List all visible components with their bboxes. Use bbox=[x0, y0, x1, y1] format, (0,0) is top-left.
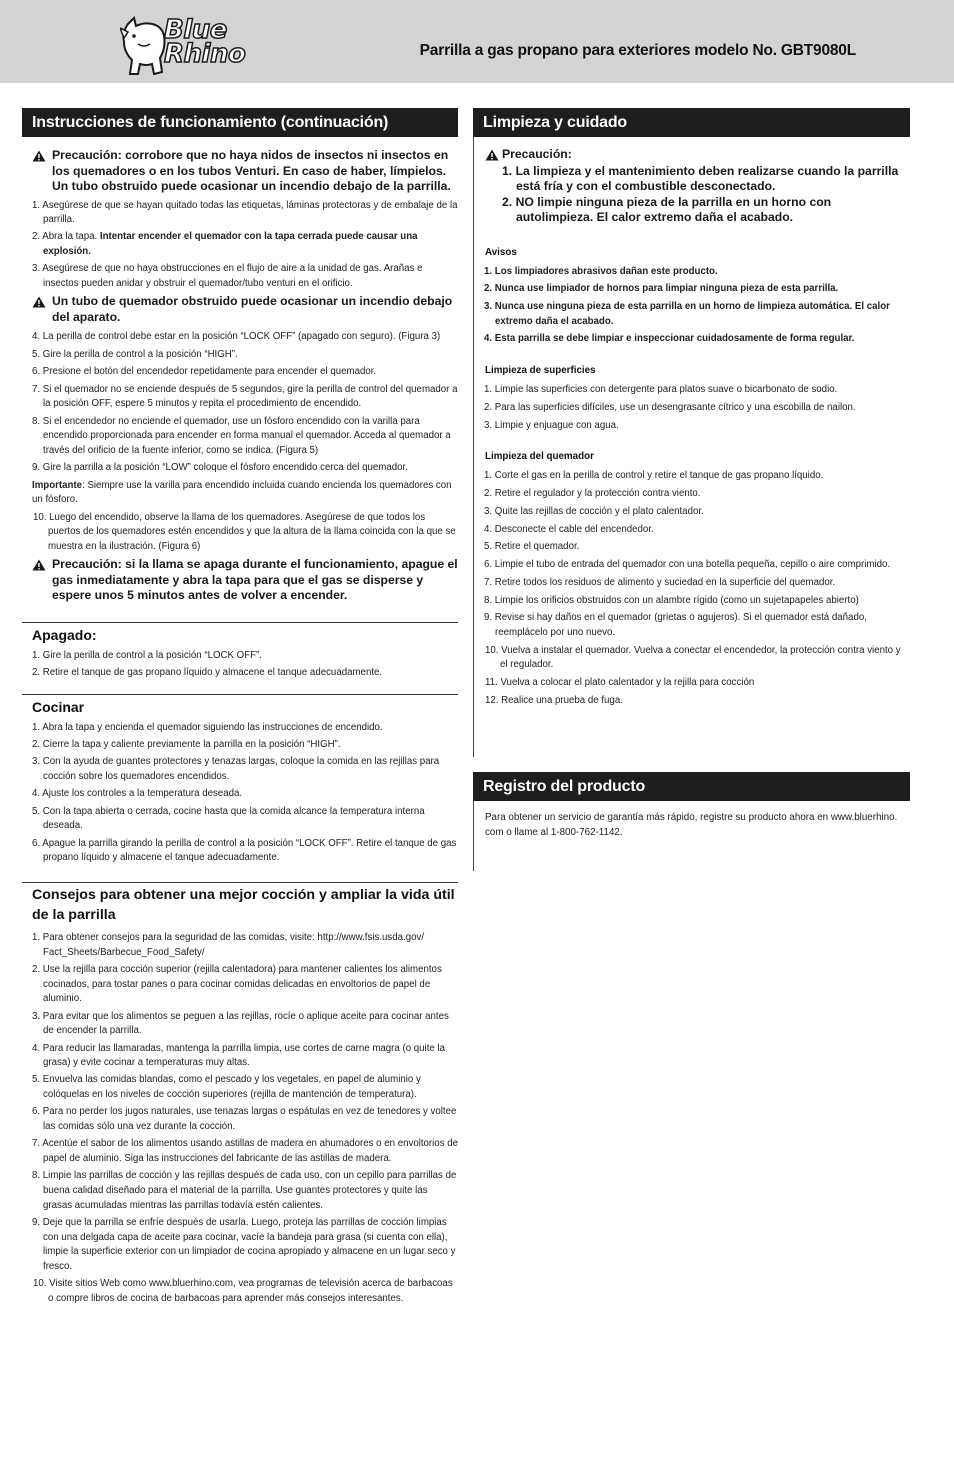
list-text: NO limpie ninguna pieza de la parrilla en un horno con autolimpieza. El calor extremo daña el acabado. bbox=[515, 194, 832, 224]
left-column bbox=[22, 108, 458, 1309]
registro-content bbox=[473, 801, 910, 871]
list-number: 5. bbox=[32, 805, 41, 817]
list-text: Limpie las parrillas de cocción y las rejillas después de cada uso, con un cepillo para parrillas de buena calidad diseñado para el material de la parrilla. Use guantes protectores y quite las grasas acumuladas mientras las parrillas todavía estén calientes. bbox=[42, 1170, 457, 1211]
list-number: 3. bbox=[484, 419, 493, 431]
quemador-item bbox=[474, 576, 910, 591]
step-item bbox=[22, 415, 458, 459]
warning-flame-out: Precaución: si la llama se apaga durante el funcionamiento, apague el gas inmediatamente y abra la tapa para que el gas se disperse y espere unos 5 minutos antes de volver a encender. bbox=[22, 557, 458, 604]
consejo-item bbox=[22, 1010, 458, 1039]
list-text: Corte el gas en la perilla de control y retire el tanque de gas propano líquido. bbox=[494, 470, 824, 482]
list-number: 11. bbox=[485, 677, 498, 689]
list-text: Abra la tapa y encienda el quemador siguiendo las instrucciones de encendido. bbox=[42, 721, 383, 733]
step-10: 10. Luego del encendido, observe la llama de los quemadores. Asegúrese de que todos los puertos de los quemadores estén encendidos y que la altura de la llama coincida con la que se muestra en la ilustración. (Figura 6) bbox=[33, 511, 456, 552]
list-text: Limpie las superficies con detergente para platos suave o bicarbonato de sodio. bbox=[494, 384, 838, 396]
list-text: Limpie y enjuague con agua. bbox=[494, 419, 619, 431]
list-number: 7. bbox=[32, 383, 41, 395]
list-number: 2. bbox=[484, 401, 493, 413]
subheading-avisos: Avisos bbox=[485, 246, 517, 258]
limpieza-content bbox=[473, 137, 910, 757]
steps-list-b bbox=[22, 330, 458, 475]
step-item bbox=[22, 199, 458, 228]
list-number: 4. bbox=[484, 333, 493, 345]
cocinar-item bbox=[22, 721, 458, 736]
precaucion-item bbox=[474, 164, 910, 195]
precaucion-item bbox=[474, 195, 910, 226]
quemador-item bbox=[474, 469, 910, 484]
consejos-list bbox=[22, 931, 458, 1306]
list-text: Envuelva las comidas blandas, como el pescado y los vegetales, en papel de aluminio y colóquelas en los niveles de cocción superiores (rejilla de mantención de temperatura). bbox=[42, 1074, 421, 1101]
list-text: Visite sitios Web como www.bluerhino.com, vea programas de televisión acerca de barbacoas o compre libros de cocina de barbacoas para aprender más consejos interesantes. bbox=[48, 1278, 453, 1304]
avisos-list bbox=[474, 265, 910, 348]
list-number: 3. bbox=[484, 505, 493, 517]
consejo-item bbox=[22, 1169, 458, 1213]
section-heading-instrucciones: Instrucciones de funcionamiento (continuación) bbox=[22, 108, 458, 137]
list-text: Para evitar que los alimentos se peguen a las rejillas, rocíe o aplique aceite para cocinar antes de encender la parrilla. bbox=[42, 1010, 449, 1037]
list-text: Deje que la parrilla se enfríe después de usarla. Luego, proteja las parrillas de cocción limpias con una delgada capa de aceite para cocinar, vacíe la bandeja para grasa (si cuenta con ella), limpie la superficie exterior con un limpiador de cocina apropiado y almacene en un lugar seco y fresco. bbox=[42, 1217, 456, 1272]
registro-text: Para obtener un servicio de garantía más rápido, registre su producto ahora en www.bluerhino. com o llame al 1-800-762-1142. bbox=[485, 812, 898, 838]
list-number: 6. bbox=[32, 837, 41, 849]
list-text-bold: Intentar encender el quemador con la tapa cerrada puede causar una explosión. bbox=[43, 231, 418, 258]
list-text: Esta parrilla se debe limpiar e inspeccionar cuidadosamente de forma regular. bbox=[494, 333, 855, 345]
list-text: Si el quemador no se enciende después de 5 segundos, gire la perilla de control del quemador a la posición OFF, espere 5 minutos y repita el procedimiento de encendido. bbox=[42, 383, 458, 410]
list-text: Retire todos los residuos de alimento y suciedad en la superficie del quemador. bbox=[494, 576, 836, 588]
consejo-item bbox=[22, 963, 458, 1007]
list-number: 3. bbox=[32, 1010, 41, 1022]
list-text: Desconecte el cable del encendedor. bbox=[494, 523, 654, 535]
warning-icon bbox=[32, 150, 46, 162]
cocinar-item bbox=[22, 787, 458, 802]
superficie-item bbox=[474, 401, 910, 416]
quemador-item bbox=[474, 611, 910, 640]
important-label: Importante bbox=[32, 479, 83, 491]
list-number: 2. bbox=[484, 283, 493, 295]
subheading-cocinar: Cocinar bbox=[32, 698, 85, 715]
step-item bbox=[22, 330, 458, 345]
right-column bbox=[473, 108, 910, 871]
list-number: 9. bbox=[484, 612, 493, 624]
quemador-item bbox=[474, 676, 910, 691]
cocinar-item bbox=[22, 805, 458, 834]
consejo-item bbox=[22, 1137, 458, 1166]
list-text: Acentúe el sabor de los alimentos usando astillas de madera en ahumadores o en envoltorios de papel de aluminio. Siga las instrucciones del fabricante de las astillas de madera. bbox=[42, 1138, 459, 1165]
list-number: 1. bbox=[484, 470, 493, 482]
list-number: 5. bbox=[484, 541, 493, 553]
list-text: Limpie los orificios obstruidos con un alambre rígido (como un sujetapapeles abierto) bbox=[494, 594, 859, 606]
list-number: 9. bbox=[32, 462, 41, 474]
list-number: 4. bbox=[32, 331, 41, 343]
list-number: 8. bbox=[32, 415, 41, 427]
list-number: 3. bbox=[484, 301, 493, 313]
list-number: 1. bbox=[32, 931, 41, 943]
list-text: Vuelva a instalar el quemador. Vuelva a conectar el encendedor, la protección contra viento y el regulador. bbox=[500, 644, 901, 671]
list-number: 5. bbox=[32, 348, 41, 360]
list-number: 4. bbox=[32, 788, 41, 800]
list-text: Apague la parrilla girando la perilla de control a la posición “LOCK OFF”. Retire el tanque de gas propano líquido y almacene el tanque adecuadamente. bbox=[42, 837, 457, 864]
list-text: Si el encendedor no enciende el quemador, use un fósforo encendido con la varilla para encendido proporcionada para encender en forma manual el quemador. Acceda al quemador a través del orificio de la fuente inferior, como se indica. (Figura 5) bbox=[42, 415, 451, 456]
list-number: 12. bbox=[485, 694, 499, 706]
step-item bbox=[22, 230, 458, 259]
warning-insects: Precaución: corrobore que no haya nidos de insectos ni insectos en los quemadores o en los tubos Venturi. En caso de haber, límpielos. Un tubo obstruido puede ocasionar un incendio debajo de la parrilla. bbox=[22, 148, 458, 195]
aviso-item bbox=[474, 332, 910, 347]
list-number: 3. bbox=[32, 263, 41, 275]
cocinar-item bbox=[22, 837, 458, 866]
list-number: 7. bbox=[484, 576, 493, 588]
list-text: Realice una prueba de fuga. bbox=[501, 694, 623, 706]
subheading-quemador: Limpieza del quemador bbox=[485, 451, 594, 463]
section-heading-limpieza: Limpieza y cuidado bbox=[473, 108, 910, 137]
list-text: Con la tapa abierta o cerrada, cocine hasta que la comida alcance la temperatura interna deseada. bbox=[42, 805, 425, 832]
list-text: Gire la perilla de control a la posición “LOCK OFF”. bbox=[42, 649, 262, 661]
apagado-item bbox=[22, 649, 458, 664]
list-text: Asegúrese de que se hayan quitado todas las etiquetas, láminas protectoras y de embalaje de la parrilla. bbox=[42, 199, 458, 226]
warning-obstructed-tube: Un tubo de quemador obstruido puede ocasionar un incendio debajo del aparato. bbox=[22, 294, 458, 325]
section-heading-registro: Registro del producto bbox=[473, 772, 910, 801]
list-text: Retire el quemador. bbox=[494, 541, 580, 553]
aviso-item bbox=[474, 300, 910, 329]
list-text: Ajuste los controles a la temperatura deseada. bbox=[42, 788, 243, 800]
list-text: Gire la parrilla a la posición “LOW” coloque el fósforo encendido cerca del quemador. bbox=[42, 462, 408, 474]
quemador-item bbox=[474, 487, 910, 502]
list-text: Retire el tanque de gas propano líquido y almacene el tanque adecuadamente. bbox=[42, 667, 383, 679]
steps-list-a bbox=[22, 199, 458, 292]
list-number: 1. bbox=[32, 199, 41, 211]
list-number: 9. bbox=[32, 1217, 41, 1229]
aviso-item bbox=[474, 265, 910, 280]
list-number: 4. bbox=[484, 523, 493, 535]
consejo-item bbox=[22, 1042, 458, 1071]
cocinar-item bbox=[22, 738, 458, 753]
list-text: Para reducir las llamaradas, mantenga la parrilla limpia, use cortes de carne magra (o quite la grasa) y evite cocinar a temperaturas muy altas. bbox=[42, 1042, 446, 1069]
warning-icon bbox=[32, 559, 46, 571]
list-number: 7. bbox=[32, 1138, 41, 1150]
step-item bbox=[22, 262, 458, 291]
subheading-superficies: Limpieza de superficies bbox=[485, 365, 596, 377]
list-text: La perilla de control debe estar en la posición “LOCK OFF” (apagado con seguro). (Figura 3) bbox=[42, 331, 441, 343]
quemador-item bbox=[474, 523, 910, 538]
consejo-item bbox=[22, 1073, 458, 1102]
list-number: 4. bbox=[32, 1042, 41, 1054]
list-text: Cierre la tapa y caliente previamente la parrilla en la posición “HIGH”. bbox=[42, 739, 341, 751]
subheading-consejos: Consejos para obtener una mejor cocción y ampliar la vida útil de la parrilla bbox=[32, 886, 455, 923]
quemador-item bbox=[474, 594, 910, 609]
superficies-list bbox=[474, 383, 910, 433]
subheading-apagado: Apagado: bbox=[32, 626, 97, 643]
consejo-item bbox=[22, 1216, 458, 1274]
list-text: Revise si hay daños en el quemador (grietas o agujeros). Si el quemador está dañado, reemplácelo por uno nuevo. bbox=[494, 612, 867, 639]
consejo-item bbox=[22, 931, 458, 960]
divider bbox=[22, 622, 458, 623]
list-text: Los limpiadores abrasivos dañan este producto. bbox=[494, 265, 718, 277]
warning-icon bbox=[32, 296, 46, 308]
step-item bbox=[22, 348, 458, 363]
list-number: 5. bbox=[32, 1074, 41, 1086]
blue-rhino-logo bbox=[120, 14, 280, 80]
quemador-item bbox=[474, 644, 910, 673]
list-text: La limpieza y el mantenimiento deben realizarse cuando la parrilla está fría y con el combustible desconectado. bbox=[515, 163, 899, 193]
quemador-item bbox=[474, 694, 910, 709]
list-number: 1. bbox=[502, 163, 513, 178]
list-number: 1. bbox=[32, 721, 41, 733]
list-text: Vuelva a colocar el plato calentador y la rejilla para cocción bbox=[500, 677, 755, 689]
superficie-item bbox=[474, 419, 910, 434]
quemador-item bbox=[474, 558, 910, 573]
logo-wordmark: Blue Rhino bbox=[164, 15, 246, 69]
list-number: 10. bbox=[33, 1278, 47, 1290]
precaucion-label-row: Precaución: bbox=[474, 147, 910, 163]
quemador-item bbox=[474, 540, 910, 555]
step-item bbox=[22, 365, 458, 380]
step-item bbox=[22, 383, 458, 412]
list-number: 2. bbox=[32, 231, 41, 243]
list-number: 2. bbox=[32, 739, 41, 751]
cocinar-item bbox=[22, 755, 458, 784]
list-text: Quite las rejillas de cocción y el plato calentador. bbox=[494, 505, 704, 517]
list-number: 3. bbox=[32, 756, 41, 768]
list-number: 10. bbox=[485, 644, 499, 656]
list-number: 2. bbox=[484, 487, 493, 499]
quemador-item bbox=[474, 505, 910, 520]
list-number: 1. bbox=[32, 649, 41, 661]
list-number: 6. bbox=[484, 559, 493, 571]
header-bar bbox=[0, 0, 954, 83]
list-number: 8. bbox=[484, 594, 493, 606]
consejo-item bbox=[22, 1105, 458, 1134]
list-text: Limpie el tubo de entrada del quemador con una botella pequeña, cepillo o aire comprimido. bbox=[494, 559, 891, 571]
document-title: Parrilla a gas propano para exteriores modelo No. GBT9080L bbox=[419, 42, 856, 59]
list-text: Abra la tapa. bbox=[42, 231, 100, 243]
step-item bbox=[22, 461, 458, 476]
list-text: Gire la perilla de control a la posición “HIGH”. bbox=[42, 348, 238, 360]
list-text: Para no perder los jugos naturales, use tenazas largas o espátulas en vez de tenedores y voltee las comidas sólo una vez durante la cocción. bbox=[42, 1106, 457, 1133]
important-note: Importante: Siempre use la varilla para encendido incluida cuando encienda los quemadores con un fósforo. bbox=[32, 479, 452, 506]
precaucion-list bbox=[474, 164, 910, 226]
superficie-item bbox=[474, 383, 910, 398]
list-number: 2. bbox=[502, 194, 513, 209]
quemador-list bbox=[474, 469, 910, 708]
list-number: 6. bbox=[32, 366, 41, 378]
divider bbox=[22, 882, 458, 883]
list-text: Para las superficies difíciles, use un desengrasante cítrico y una escobilla de nailon. bbox=[494, 401, 856, 413]
list-text: Nunca use ninguna pieza de esta parrilla en un horno de limpieza automática. El calor extremo daña el acabado. bbox=[494, 301, 890, 327]
list-text: Con la ayuda de guantes protectores y tenazas largas, coloque la comida en las rejillas para cocción sobre los quemadores encendidos. bbox=[42, 756, 440, 782]
list-text: Retire el regulador y la protección contra viento. bbox=[494, 487, 701, 499]
list-number: 1. bbox=[484, 265, 493, 277]
list-text: Asegúrese de que no haya obstrucciones en el flujo de aire a la unidad de gas. Arañas e insectos pueden anidar y obstruir el quemador/tubo venturi en el orificio. bbox=[42, 263, 423, 290]
consejo-item bbox=[22, 1277, 458, 1306]
list-number: 2. bbox=[32, 963, 41, 975]
list-text: Para obtener consejos para la seguridad de las comidas, visite: http://www.fsis.usda.gov/ Fact_Sheets/Barbecue_Food_Safety/ bbox=[42, 931, 425, 958]
list-number: 2. bbox=[32, 667, 41, 679]
divider bbox=[22, 694, 458, 695]
apagado-list bbox=[22, 649, 458, 681]
list-number: 8. bbox=[32, 1170, 41, 1182]
list-number: 6. bbox=[32, 1106, 41, 1118]
apagado-item bbox=[22, 666, 458, 681]
aviso-item bbox=[474, 282, 910, 297]
warning-icon bbox=[485, 149, 499, 161]
list-number: 1. bbox=[484, 384, 493, 396]
list-text: Nunca use limpiador de hornos para limpiar ninguna pieza de esta parrilla. bbox=[494, 283, 839, 295]
list-text: Use la rejilla para cocción superior (rejilla calentadora) para mantener calientes los alimentos cocinados, para tostar panes o para cocinar comidas delicadas en envoltorios de papel de aluminio. bbox=[42, 963, 442, 1005]
list-text: Presione el botón del encendedor repetidamente para encender el quemador. bbox=[42, 366, 377, 378]
cocinar-list bbox=[22, 721, 458, 866]
